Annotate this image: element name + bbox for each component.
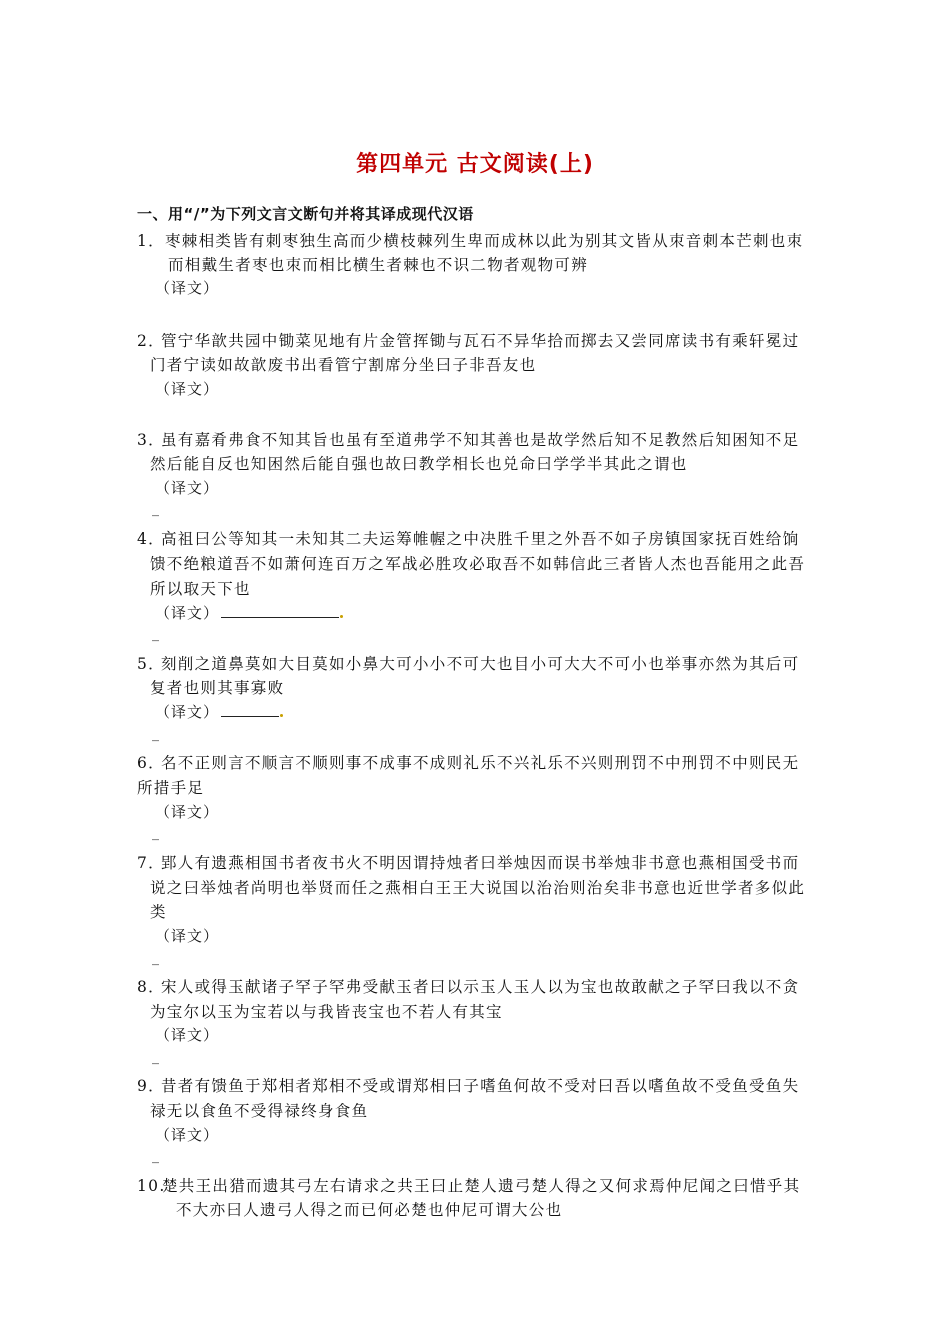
item-number: 4． [137, 530, 165, 548]
answer-blank[interactable] [221, 703, 279, 717]
item-number: 6． [137, 754, 165, 772]
translation-label: （译文） [155, 380, 220, 398]
answer-dash: _ [152, 950, 159, 966]
item-number: 1． [137, 232, 165, 250]
item-number: 9． [137, 1077, 165, 1095]
translation-label: （译文） [155, 279, 220, 297]
answer-dash: _ [152, 1148, 159, 1164]
item-6-line-2: 所措手足 [137, 779, 205, 797]
item-10-line-2: 不大亦曰人遗弓人得之而已何必楚也仲尼可谓大公也 [176, 1201, 563, 1219]
section-heading: 一、用“/”为下列文言文断句并将其译成现代汉语 [137, 205, 474, 223]
answer-dash: _ [152, 501, 159, 517]
item-number: 10. [137, 1177, 166, 1195]
marker-dot [340, 615, 343, 618]
item-7-line-1: 7．郢人有遗燕相国书者夜书火不明因谓持烛者曰举烛因而误书举烛非书意也燕相国受书而 [137, 851, 799, 873]
translation-answer-row: （译文） [155, 602, 343, 623]
item-number: 8． [137, 978, 165, 996]
item-5-line-1: 5．刻削之道鼻莫如大目莫如小鼻大可小小不可大也目小可大大不可小也举事亦然为其后可 [137, 652, 799, 674]
page-title: 第四单元 古文阅读(上) [356, 152, 594, 177]
item-9-line-1: 9．昔者有馈鱼于郑相者郑相不受或谓郑相曰子嗜鱼何故不受对曰吾以嗜鱼故不受鱼受鱼失 [137, 1074, 799, 1096]
item-2-line-1: 2．管宁华歆共园中锄菜见地有片金管挥锄与瓦石不异华拾而掷去又尝同席读书有乘轩冕过 [137, 329, 799, 351]
item-7-line-3: 类 [150, 903, 167, 921]
item-3-line-2: 然后能自反也知困然后能自强也故曰教学相长也兑命曰学学半其此之谓也 [150, 455, 688, 473]
item-4-line-2: 馈不绝粮道吾不如萧何连百万之军战必胜攻必取吾不如韩信此三者皆人杰也吾能用之此吾 [150, 555, 806, 573]
translation-label: （译文） [155, 1026, 220, 1044]
answer-dash: _ [152, 825, 159, 841]
answer-dash: _ [152, 1049, 159, 1065]
translation-answer-row: （译文） [155, 701, 283, 722]
marker-dot [280, 714, 283, 717]
item-number: 2． [137, 332, 165, 350]
item-4-line-3: 所以取天下也 [150, 580, 251, 598]
translation-label: （译文） [155, 927, 220, 945]
item-7-line-2: 说之曰举烛者尚明也举贤而任之燕相白王王大说国以治治则治矣非书意也近世学者多似此 [150, 879, 806, 897]
item-2-line-2: 门者宁读如故歆废书出看管宁割席分坐曰子非吾友也 [150, 356, 537, 374]
item-4-line-1: 4．高祖曰公等知其一未知其二夫运筹帷幄之中决胜千里之外吾不如子房镇国家抚百姓给饷 [137, 527, 799, 549]
item-number: 5． [137, 655, 165, 673]
answer-blank[interactable] [221, 604, 339, 618]
translation-label: （译文） [155, 803, 220, 821]
translation-label: （译文） [155, 1126, 220, 1144]
item-1-line-2: 而相戴生者枣也朿而相比横生者棘也不识二物者观物可辨 [168, 256, 589, 274]
item-1-line-1: 1．枣棘相类皆有刺枣独生高而少横枝棘列生卑而成林以此为别其文皆从朿音刺本芒刺也朿 [137, 229, 803, 251]
item-8-line-2: 为宝尔以玉为宝若以与我皆丧宝也不若人有其宝 [150, 1003, 503, 1021]
item-number: 7． [137, 854, 165, 872]
item-3-line-1: 3．虽有嘉肴弗食不知其旨也虽有至道弗学不知其善也是故学然后知不足教然后知困知不足 [137, 428, 799, 450]
item-9-line-2: 禄无以食鱼不受得禄终身食鱼 [150, 1102, 369, 1120]
item-5-line-2: 复者也则其事寡败 [150, 679, 285, 697]
item-6-line-1: 6．名不正则言不顺言不顺则事不成事不成则礼乐不兴礼乐不兴则刑罚不中刑罚不中则民无 [137, 751, 799, 773]
item-number: 3． [137, 431, 165, 449]
answer-dash: _ [152, 726, 159, 742]
answer-dash: _ [152, 626, 159, 642]
translation-label: （译文） [155, 479, 220, 497]
item-10-line-1: 10.楚共王出猎而遗其弓左右请求之共王曰止楚人遗弓楚人得之又何求焉仲尼闻之曰惜乎其 [137, 1177, 801, 1195]
item-8-line-1: 8．宋人或得玉献诸子罕子罕弗受献玉者曰以示玉人玉人以为宝也故敢献之子罕曰我以不贪 [137, 975, 799, 997]
